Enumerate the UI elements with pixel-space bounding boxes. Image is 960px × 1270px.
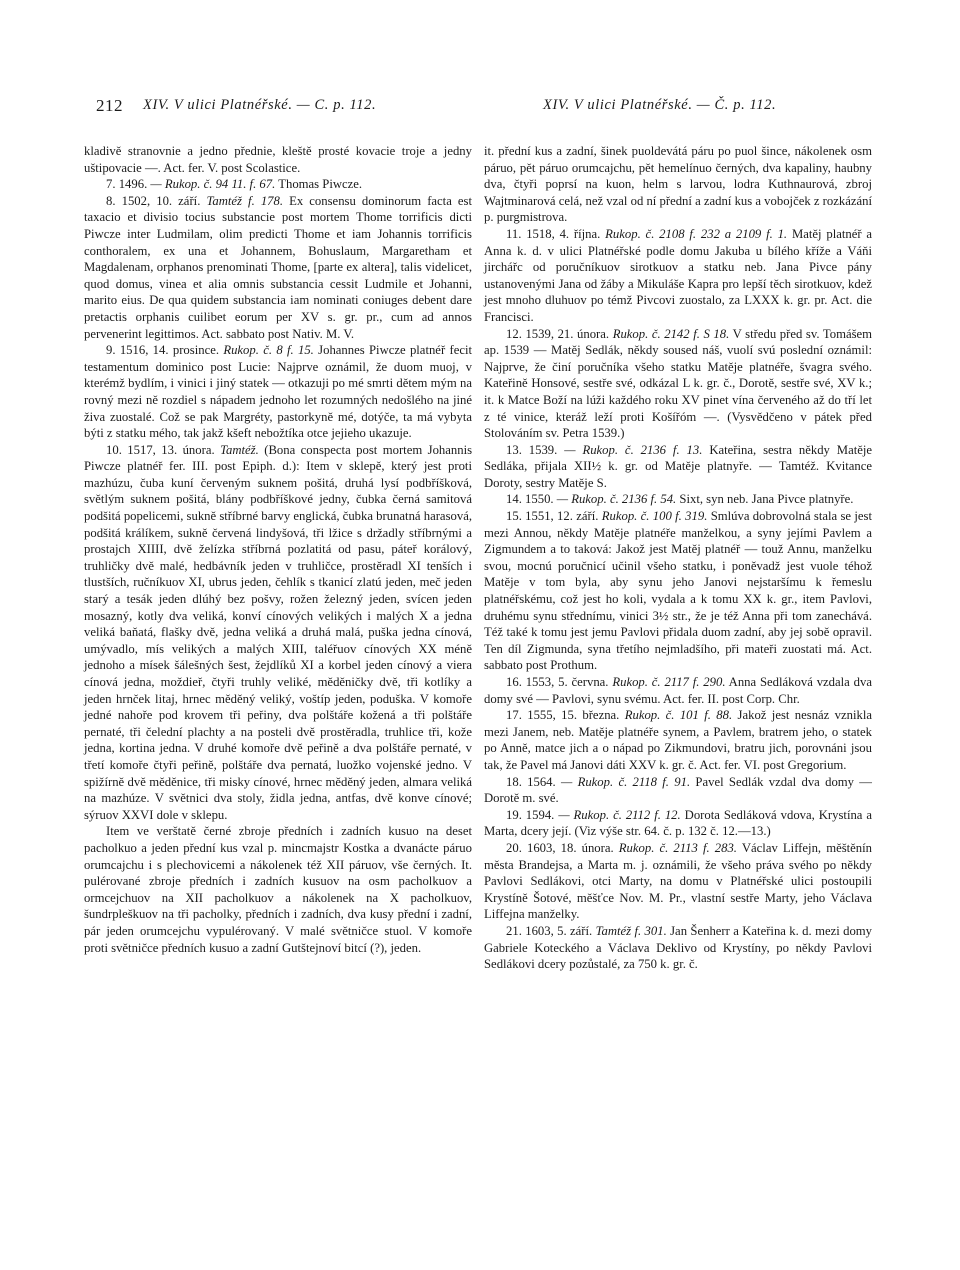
entry-text: Jan Šenherr a Kateřina k. d. mezi domy Gabriele Koteckého a Václava Deklivo od Krystíny, po někdy Pavlovi Sedlákovi dcery pozůstalé, za 750 k. gr. č. xyxy=(484,923,873,972)
entry-text: Anna Sedláková vzdala dva domy své — Pavlovi, synu svému. Act. fer. II. post Corp. Chr. xyxy=(484,675,872,706)
document-entry xyxy=(484,226,872,326)
entry-text: Kateřina, sestra někdy Matěje Sedláka, přijala XII½ k. gr. od Matěje platnyře. — Tamtéž. Kvitance Doroty, sestry Matěje S. xyxy=(484,442,873,490)
entry-text: (Bona conspecta post mortem Johannis Piwcze platnéř fer. III. post Epiph. d.): Item v sklepě, který jest proti mazhúzu, čuba kuní červeným suknem pošitá, druhá lysí podbříšková, světlým suknem pošitá, blány podbříškové jedny, čubka černá samitová podšitá popelicemi, sukně stříbrné barvy englická, čubka brunatná harasová, podšitá králíkem, sukně červená lindyšová, tři lžice s držadly stříbrnými a prostajch XIIII, dvě želízka stříbrná pozlatitá od pasu, páteř korálový, truhličky dvě malé, hedbávník jeden v truhličce, prostěradl XI tenších i tlustších, ručníkuov XI, ubrus jeden, čehlík s tkanicí zlatú jeden, meč jeden starý a tesák jeden dlúhý bez pošvy, rožen železný jeden, svícen jeden mosazný, kotly dva veliká, konví cínových velikých i malých X a jedna veliká baňatá, flašky dvě, jedna veliká a druhá malá, puška jedna cínová, umývadlo, mís velikých a malých XIII, taléřuov cínových XX méně jednoho a mísek šálešných šest, žejdlíků XI a korbel jeden cínový a viera cínová jedna, moždieř, čtyři truhly veliké, měděničky dvě, tři kotlíky a jeden hrnček litaj, hrnec měděný veliký, voštíp jeden, poduška. V komoře jedné nahoře pod krovem tři peřiny, dva polštáře kožená a tři polštáře pernaté, tři čelední plachty a na posteli dvě prostěradla, truhlice tři, kože jedna, kortina jedna. V druhé komoře dvě peřině a dva polštáře pernaté, v třetí komoře čtyři peřině, polštáře dva pernatá, luožko vojenské jedno. V spižírně dvě měděnice, tři misky cínové, hrnec měděný jeden, almara veliká na mazhúze. V světnici dva stoly, židla jedna, antfas, dvě konve cínové; sýruov XXVI dole v sklepu. xyxy=(84,442,473,822)
entry-text: Smlúva dobrovolná stala se jest mezi Annou, někdy Matěje platnéře manželkou, a syny jejími Pavlem a Zigmundem a to taková: Jakož jest Matěj platnéř — touž Annu, manželku svou, mocnú poručnicí učinil všeho statku, i poněvadž jest vuole téhož Matěje v tom byla, aby synu jeho Janovi nejstaršímu k řemeslu platnéřskému, což jest ho koli, vydala a k tomu XX k. gr., item Pavlovi, druhému synu střednímu, vinici 3½ str., že je též Anna při tom zanechává. Též také k tomu jest jemu Pavlovi přidala duom zadní, aby jej sobě opravil. Ten díl Zigmunda, syna třetího nejmladšího, při mateři zuostati má. Act. sabbato post Prothum. xyxy=(484,509,873,673)
running-head-left: XIV. V ulici Platnéřské. — C. p. 112. xyxy=(143,97,377,113)
entry-number-date: 18. 1564. xyxy=(506,774,556,789)
entry-text: Jakož jest nesnáz vznikla mezi Janem, neb. Matěje platnéře synem, a Pavlem, bratrem jeho, o statek po Anně, matce jich a o nápad po Zikmundovi, bratru jich, porovnáni jsou tak, že Pavel má Janovi dáti XXV k. gr. č. Act. fer. VI. post Gregorium. xyxy=(484,708,873,772)
entry-number-date: 12. 1539, 21. února. xyxy=(506,326,610,341)
entry-number-date: 21. 1603, 5. září. xyxy=(506,923,593,938)
document-entry xyxy=(484,491,872,508)
entry-number-date: 10. 1517, 13. února. xyxy=(106,442,215,457)
document-entry xyxy=(484,807,872,840)
entry-source-reference: — Rukop. č. 94 11. f. 67. xyxy=(150,177,276,192)
entry-number-date: 20. 1603, 18. února. xyxy=(506,840,614,855)
entry-source-reference: Rukop. č. 2108 f. 232 a 2109 f. 1. xyxy=(605,226,788,241)
entry-number-date: 7. 1496. xyxy=(106,177,148,192)
entry-text: Ex consensu dominorum facta est taxacio et divisio tocius substancie post mortem Thome torrificis dicti Piwcze inter Ludmilam, olim predicti Thome et iam Johannis torrificis conthoralem, ex una et Johannem, Bohuslaum, Margaretham et Magdalenam, orphanos prenominati Thome, [parte ex altera], talis videlicet, quod domus, vinea et alia omnis substancia cessit Ludmile et Johanni, marito eius. De qua quidem substancia iam nominati coniuges debent dare pretactis orphanis cuilibet eorum per XV s. gr. pr., cum ad annos pervenerint legittimos. Act. sabbato post Nativ. M. V. xyxy=(84,193,473,341)
entry-source-reference: — Rukop. č. 2136 f. 13. xyxy=(564,442,703,457)
document-entry xyxy=(84,442,472,824)
document-entry xyxy=(484,674,872,707)
right-column xyxy=(484,143,872,973)
entry-number-date: 13. 1539. xyxy=(506,442,558,457)
entry-number-date: 9. 1516, 14. prosince. xyxy=(106,343,220,358)
entry-text: Václav Liffejn, měštěnín města Brandejsa, a Marta m. j. oznámili, že všeho práva svého po někdy Pavlovi Sedlákovi, otci Marty, na domu v Platnéřské ulici postoupili Krystíně Šotové, měšťce Nov. M. Pr., vlastní sestře Marty, jeho Václava Liffejna manželky. xyxy=(484,840,873,922)
running-head-right: XIV. V ulici Platnéřské. — Č. p. 112. xyxy=(543,97,777,113)
entry-source-reference: Rukop. č. 2142 f. S 18. xyxy=(612,326,730,341)
page-number: 212 xyxy=(96,96,123,115)
entry-source-reference: — Rukop. č. 2118 f. 91. xyxy=(561,774,691,789)
paragraph xyxy=(84,823,472,956)
document-entry xyxy=(484,707,872,773)
entry-number-date: 8. 1502, 10. září. xyxy=(106,193,201,208)
entry-text: Item ve verštatě černé zbroje předních i zadních kusuo na deset pacholkuo a jeden přední kus vzal p. mincmajstr Kostka a dvanácte páruo orumcajchu i s plechovicemi a nákolenek též XII páruov, vše černých. It. pulérované zbroje předních i zadních kusuov na osm pacholkuov a ormcejchuov na XII pacholkuov a nákolenek na X pacholkuov, šundrpleškuov na tři pacholky, předních i zadních, dva kusy přední i zadní, pár jeden orumcejchu vypulérovaný. V malé světničce stuol. V komoře proti světničce předních kusuo a zadní Gutštejnoví bitcí (?), jeden. xyxy=(84,824,472,955)
entry-number-date: 17. 1555, 15. března. xyxy=(506,708,620,723)
entry-text: Matěj platnéř a Anna k. d. v ulici Platnéřské podle domu Jakuba u bílého kříže a Váňi jirchářc od poručníkuov sirotkuov a statku neb. Jana Pivce pány ustanovenými Jana od žáby a Mikuláše Kapra pro lepší těch sirotkuov, kdež jest mnoho dluhuov po témž Pivcovi zuostalo, za LXXX k. gr. pr. Act. die Francisci. xyxy=(484,226,873,324)
entry-source-reference: Rukop. č. 2117 f. 290. xyxy=(612,675,726,689)
entry-source-reference: Rukop. č. 8 f. 15. xyxy=(223,343,314,358)
entry-source-reference: — Rukop. č. 2136 f. 54. xyxy=(556,492,677,507)
entry-number-date: 15. 1551, 12. září. xyxy=(506,509,599,524)
page-header xyxy=(0,96,960,118)
document-entry xyxy=(484,774,872,807)
document-entry xyxy=(484,442,872,492)
entry-text: it. přední kus a zadní, šinek puoldevátá páru po puol šince, nákolenek osm páruo, pět páruo orumcajchu, pět hemelínuo černých, dva kapaliny, haubny dva, čtyři poprsí na kuon, helm s larvou, lodra Kuthnaurová, zbroj Wajtminarová celá, než vzal od ní přední a zadní kus a vobojček z rozkázání p. purgmistrova. xyxy=(484,144,872,225)
entry-number-date: 16. 1553, 5. června. xyxy=(506,675,609,689)
entry-source-reference: Rukop. č. 2113 f. 283. xyxy=(618,840,737,855)
paragraph xyxy=(484,143,872,226)
entry-source-reference: — Rukop. č. 2112 f. 12. xyxy=(558,807,681,822)
entry-source-reference: Tamtéž f. 178. xyxy=(206,193,284,208)
entry-source-reference: Rukop. č. 101 f. 88. xyxy=(624,708,733,723)
entry-number-date: 14. 1550. xyxy=(506,492,554,507)
document-entry xyxy=(84,342,472,442)
document-entry xyxy=(484,326,872,442)
entry-text: Johannes Piwcze platnéř fecit testamentum dominico post Lucie: Najprve oznámil, že duom muoj, v kterémž bydlím, i vinici i jiný statek — otkazuji po mé smrti dětem mým na rovný mezi ně rozdiel s nápadem jednoho let rozumných nedošlého na jiné živa zuostalé. Což se pak Margréty, pastorkyně mé, dotýče, ta má vybyta býti z statku mého, tak jakž kšeft nebožtíka otce jejieho ukazuje. xyxy=(84,343,473,441)
entry-source-reference: Rukop. č. 100 f. 319. xyxy=(601,509,708,524)
document-entry xyxy=(84,176,472,193)
left-column xyxy=(84,143,472,956)
paragraph xyxy=(84,143,472,176)
document-entry xyxy=(484,923,872,973)
entry-source-reference: Tamtéž. xyxy=(220,442,259,457)
entry-number-date: 11. 1518, 4. října. xyxy=(506,226,601,241)
entry-text: Pavel Sedlák vzdal dva domy — Dorotě m. své. xyxy=(484,774,872,806)
entry-source-reference: Tamtéž f. 301. xyxy=(595,923,667,938)
document-entry xyxy=(484,508,872,674)
document-entry xyxy=(484,840,872,923)
entry-text: kladivě stranovnie a jedno přednie, kleště prosté kovacie troje a jedny uštipovacie —. Act. fer. V. post Scolastice. xyxy=(84,144,472,175)
entry-number-date: 19. 1594. xyxy=(506,807,555,822)
entry-text: V středu před sv. Tomášem ap. 1539 — Matěj Sedlák, někdy soused náš, vuolí svú poslední oznámil: Najprve, že činí poručníka všeho statku Matěje platnéře, švagra svého. Kateřině Honsové, sestře své, odkázal L k. gr. č., Dorotě, sestře své, XV k.; it. k Matce Boží na lúži každého roku XV pinet vína červeného až do tří let z té vinice, kteráž leží proti Košířóm —. (Vysvědčeno v pátek před Stolováním sv. Petra 1539.) xyxy=(484,326,873,441)
entry-text: Sixt, syn neb. Jana Pivce platnyře. xyxy=(679,492,854,507)
document-entry xyxy=(84,193,472,342)
entry-text: Dorota Sedláková vdova, Krystína a Marta, dcery její. (Viz výše str. 64. č. p. 132 č. 12.—13.) xyxy=(484,807,873,839)
entry-text: Thomas Piwcze. xyxy=(278,177,363,192)
